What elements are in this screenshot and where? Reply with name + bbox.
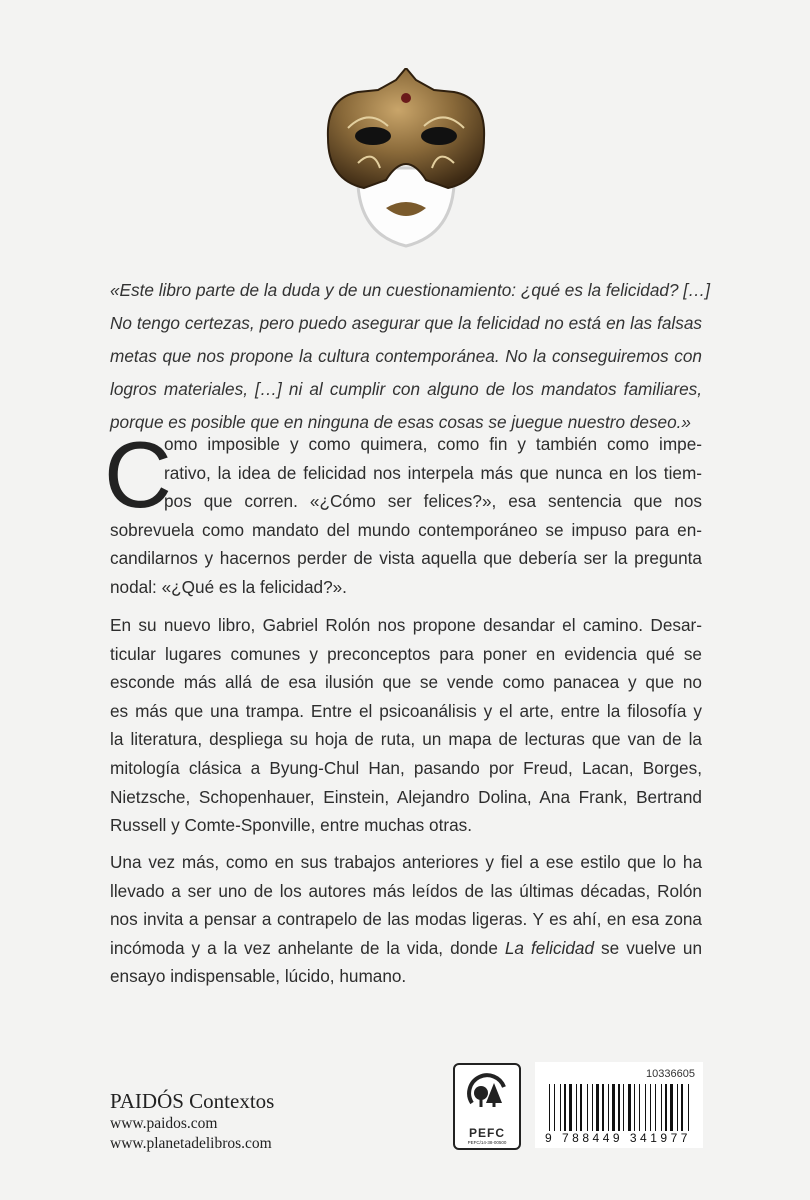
text-line: nos invita a pensar a contrapelo de las modas ligeras. Y es ahí, en esa zona	[110, 909, 702, 930]
pefc-code: PEFC/14-38-00500	[467, 1140, 507, 1145]
text-line: ensayo indispensable, lúcido, humano.	[110, 966, 407, 987]
description-paragraph-3	[110, 848, 702, 991]
internal-code: 10336605	[646, 1068, 695, 1080]
quote-line: porque es posible que en ninguna de esas cosas se juegue nuestro deseo.»	[110, 412, 691, 432]
text-line: Russell y Comte-Sponville, entre muchas otras.	[110, 815, 473, 836]
publisher-block	[110, 1088, 274, 1154]
text-line: es más que una trampa. Entre el psicoanálisis y el arte, entre la filosofía y	[110, 700, 702, 721]
text-span: incómoda y a la vez anhelante de la vida, donde	[110, 937, 505, 958]
venetian-mask-illustration	[318, 68, 494, 248]
description-paragraph-1	[110, 430, 702, 602]
text-line: llevado a ser uno de los autores más leídos de las últimas décadas, Rolón	[110, 880, 702, 901]
pefc-label: PEFC	[468, 1126, 505, 1140]
blurb-quote	[110, 274, 711, 439]
text-line: nodal: «¿Qué es la felicidad?».	[110, 576, 347, 597]
isbn-barcode	[535, 1062, 703, 1148]
isbn-number: 9 788449 341977	[545, 1131, 691, 1145]
text-span: se vuelve un	[594, 937, 703, 958]
text-line: En su nuevo libro, Gabriel Rolón nos propone desandar el camino. Desar-	[110, 615, 702, 635]
publisher-url[interactable]: www.planetadelibros.com	[110, 1135, 272, 1152]
quote-line: «Este libro parte de la duda y de un cuestionamiento: ¿qué es la felicidad? […]	[110, 280, 711, 300]
text-line: Nietzsche, Schopenhauer, Einstein, Alejandro Dolina, Ana Frank, Bertrand	[110, 786, 702, 807]
quote-line: No tengo certezas, pero puedo asegurar que la felicidad no está en las falsas	[110, 313, 702, 333]
tree-icon	[464, 1073, 510, 1119]
text-line: esconde más allá de esa ilusión que se vende como panacea y que no	[110, 672, 702, 693]
text-line: candilarnos y hacernos perder de vista aquella que debería ser la pregunta	[110, 548, 702, 569]
pefc-certification-logo	[453, 1063, 521, 1150]
description-paragraph-2	[110, 611, 702, 840]
text-line: sobrevuela como mandato del mundo contemporáneo se impuso para en-	[110, 519, 702, 540]
text-line: ticular lugares comunes y preconceptos para poner en evidencia qué se	[110, 643, 702, 664]
text-line: pos que corren. «¿Cómo ser felices?», esa sentencia que nos	[164, 491, 702, 512]
book-title-italic: La felicidad	[504, 937, 595, 958]
publisher-url[interactable]: www.paidos.com	[110, 1115, 218, 1132]
text-line: mitología clásica a Byung-Chul Han, pasando por Freud, Lacan, Borges,	[110, 757, 702, 778]
imprint-name: PAIDÓS Contextos	[110, 1089, 275, 1113]
text-line: rativo, la idea de felicidad nos interpela más que nunca en los tiem-	[164, 462, 702, 483]
text-line: Una vez más, como en sus trabajos anteriores y fiel a ese estilo que lo ha	[110, 852, 702, 872]
text-line: omo imposible y como quimera, como fin y también como impe-	[164, 434, 702, 454]
quote-line: metas que nos propone la cultura contemporánea. No la conseguiremos con	[110, 346, 702, 366]
text-line	[110, 934, 702, 963]
quote-line: logros materiales, […] ni al cumplir con alguno de los mandatos familiares,	[110, 379, 702, 399]
drop-cap: C	[104, 422, 172, 527]
text-line: la literatura, despliega su hoja de ruta, un mapa de lecturas que van de la	[110, 729, 702, 750]
